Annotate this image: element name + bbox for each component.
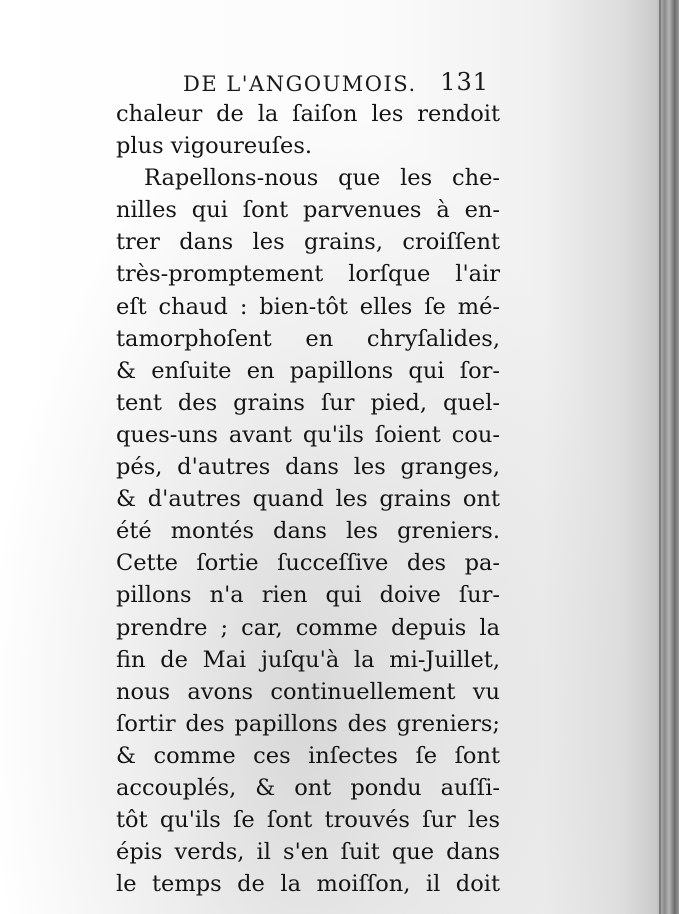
text-line: épis verds, il s'en ſuit que dans	[116, 839, 500, 866]
text-line: tôt qu'ils ſe ſont trouvés ſur les	[116, 807, 500, 834]
text-line: tent des grains ſur pied, quel-	[116, 389, 500, 416]
text-line: & d'autres quand les grains ont	[116, 486, 500, 513]
text-line: été montés dans les greniers.	[116, 518, 500, 545]
text-line: tamorphoſent en chryſalides,	[116, 325, 500, 352]
text-line: fin de Mai juſqu'à la mi-Juillet,	[116, 646, 500, 673]
running-head	[183, 68, 493, 102]
page-number: 131	[440, 68, 489, 96]
text-line: eſt chaud : bien-tôt elles ſe mé-	[116, 293, 500, 320]
running-title: DE L'ANGOUMOIS.	[183, 72, 417, 96]
text-line: très-promptement lorſque l'air	[116, 261, 500, 288]
text-line: plus vigoureuſes.	[116, 133, 313, 160]
text-line: & comme ces inſectes ſe ſont	[116, 742, 500, 769]
text-line: & enſuite en papillons qui ſor-	[116, 357, 500, 384]
text-line: pés, d'autres dans les granges,	[116, 454, 500, 481]
text-line: accouplés, & ont pondu auſſi-	[116, 774, 500, 801]
text-line: ſortir des papillons des greniers;	[116, 710, 500, 737]
text-line: Cette ſortie ſucceſſive des pa-	[116, 550, 500, 577]
text-line: nilles qui ſont parvenues à en-	[116, 197, 500, 224]
text-line: nous avons continuellement vu	[116, 678, 500, 705]
text-line: pillons n'a rien qui doive ſur-	[116, 582, 500, 609]
text-line: le temps de la moiſſon, il doit	[116, 871, 500, 898]
page-edge-line	[659, 0, 661, 914]
text-line: chaleur de la ſaiſon les rendoit	[116, 101, 500, 127]
body-text	[116, 98, 500, 900]
text-line: ques-uns avant qu'ils ſoient cou-	[116, 421, 500, 448]
text-line: trer dans les grains, croiſſent	[116, 229, 500, 256]
text-line: prendre ; car, comme depuis la	[116, 614, 500, 641]
text-line: Rapellons-nous que les che-	[144, 165, 500, 192]
